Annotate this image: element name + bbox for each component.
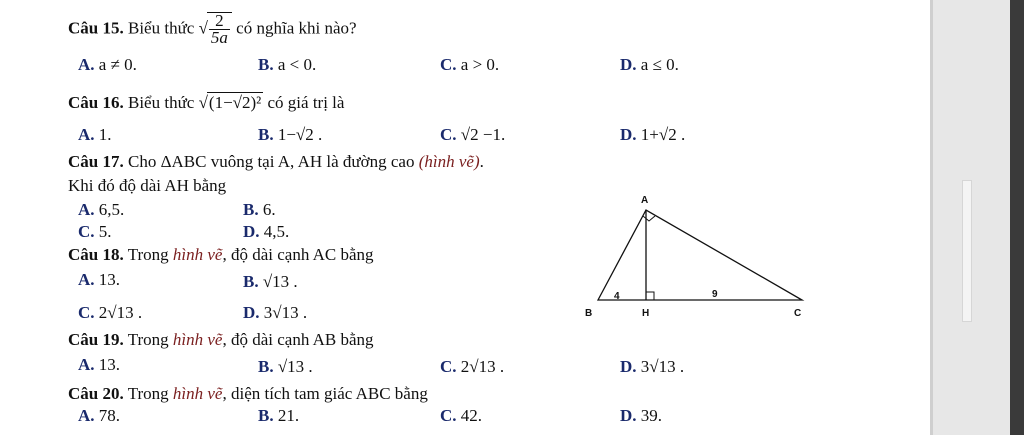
q20-hint: hình vẽ [172,384,223,403]
right-angle-h-mark [646,292,654,300]
page-edge-shadow [930,0,933,435]
segment-bh-label: 4 [614,291,620,302]
segment-hc-label: 9 [712,289,718,300]
q15-stem-post: có nghĩa khi nào? [236,18,357,38]
q18-option-a: A. 13. [78,270,121,289]
q16-option-b: B. 1−√2 . [258,125,323,144]
q15-option-c: C. a > 0. [440,55,500,74]
q15-option-d: D. a ≤ 0. [620,55,679,74]
q19-option-c: C. 2√13 . [440,357,505,376]
triangle-figure [580,190,815,325]
q18-hint: hình vẽ [172,245,223,264]
vertex-a-label: A [641,195,649,206]
q19-option-d: D. 3√13 . [620,357,685,376]
q17-hint: (hình vẽ) [418,152,480,171]
q20-option-d: D. 39. [620,406,663,425]
q19-label: Câu 19. [68,330,124,349]
q15-radicand-den: 5a [210,28,228,47]
foot-h-label: H [642,308,650,319]
q16-radicand: (1−√2)² [208,93,262,112]
q15-stem-pre: Biểu thức [127,18,195,38]
q16-stem-pre: Biểu thức [127,93,195,112]
q19-option-a: A. 13. [78,355,121,374]
q16-stem-post: có giá trị là [267,93,345,112]
q20-label: Câu 20. [68,384,124,403]
q17-option-a: A. 6,5. [78,200,125,219]
q18-option-d: D. 3√13 . [243,303,308,322]
q16-stem [68,92,344,113]
q17-stem-text: Cho ΔABC vuông tại A, AH là đường cao [127,152,415,171]
q19-hint: hình vẽ [172,330,223,349]
right-angle-a-mark [643,216,655,221]
window-scrollbar[interactable] [1010,0,1024,435]
right-panel [930,0,1024,435]
panel-scroll-thumb[interactable] [962,180,972,322]
q18-option-c: C. 2√13 . [78,303,143,322]
q17-line2: Khi đó độ dài AH bằng [68,176,227,195]
q18-label: Câu 18. [68,245,124,264]
q16-option-d: D. 1+√2 . [620,125,686,144]
q17-option-b: B. 6. [243,200,276,219]
q16-radical: √(1−√2)² [198,93,262,112]
q15-label: Câu 15. [68,18,124,38]
q17-option-d: D. 4,5. [243,222,290,241]
q18-stem: Câu 18. Trong hình vẽ, độ dài cạnh AC bằng [68,245,374,264]
q15-radical: √ $\frac{2}{5a}$ [199,12,232,46]
q16-option-a: A. 1. [78,125,112,144]
q17-stem: Câu 17. Cho ΔABC vuông tại A, AH là đường cao (hình vẽ). [68,152,484,171]
q15-option-b: B. a < 0. [258,55,317,74]
q16-label: Câu 16. [68,93,124,112]
q19-option-b: B. √13 . [258,357,313,376]
q16-option-c: C. √2 −1. [440,125,506,144]
q20-option-a: A. 78. [78,406,121,425]
q17-option-c: C. 5. [78,222,112,241]
q20-stem: Câu 20. Trong hình vẽ, diện tích tam giác ABC bằng [68,384,428,403]
vertex-c-label: C [794,308,802,319]
triangle-abc [598,210,802,300]
q20-option-c: C. 42. [440,406,483,425]
q17-label: Câu 17. [68,152,124,171]
q15-option-a: A. a ≠ 0. [78,55,137,74]
q19-stem: Câu 19. Trong hình vẽ, độ dài cạnh AB bằng [68,330,374,349]
vertex-b-label: B [585,308,593,319]
q15-radicand-num: 2 [209,13,230,30]
q18-option-b: B. √13 . [243,272,298,291]
q20-option-b: B. 21. [258,406,300,425]
q15-stem [68,12,357,46]
